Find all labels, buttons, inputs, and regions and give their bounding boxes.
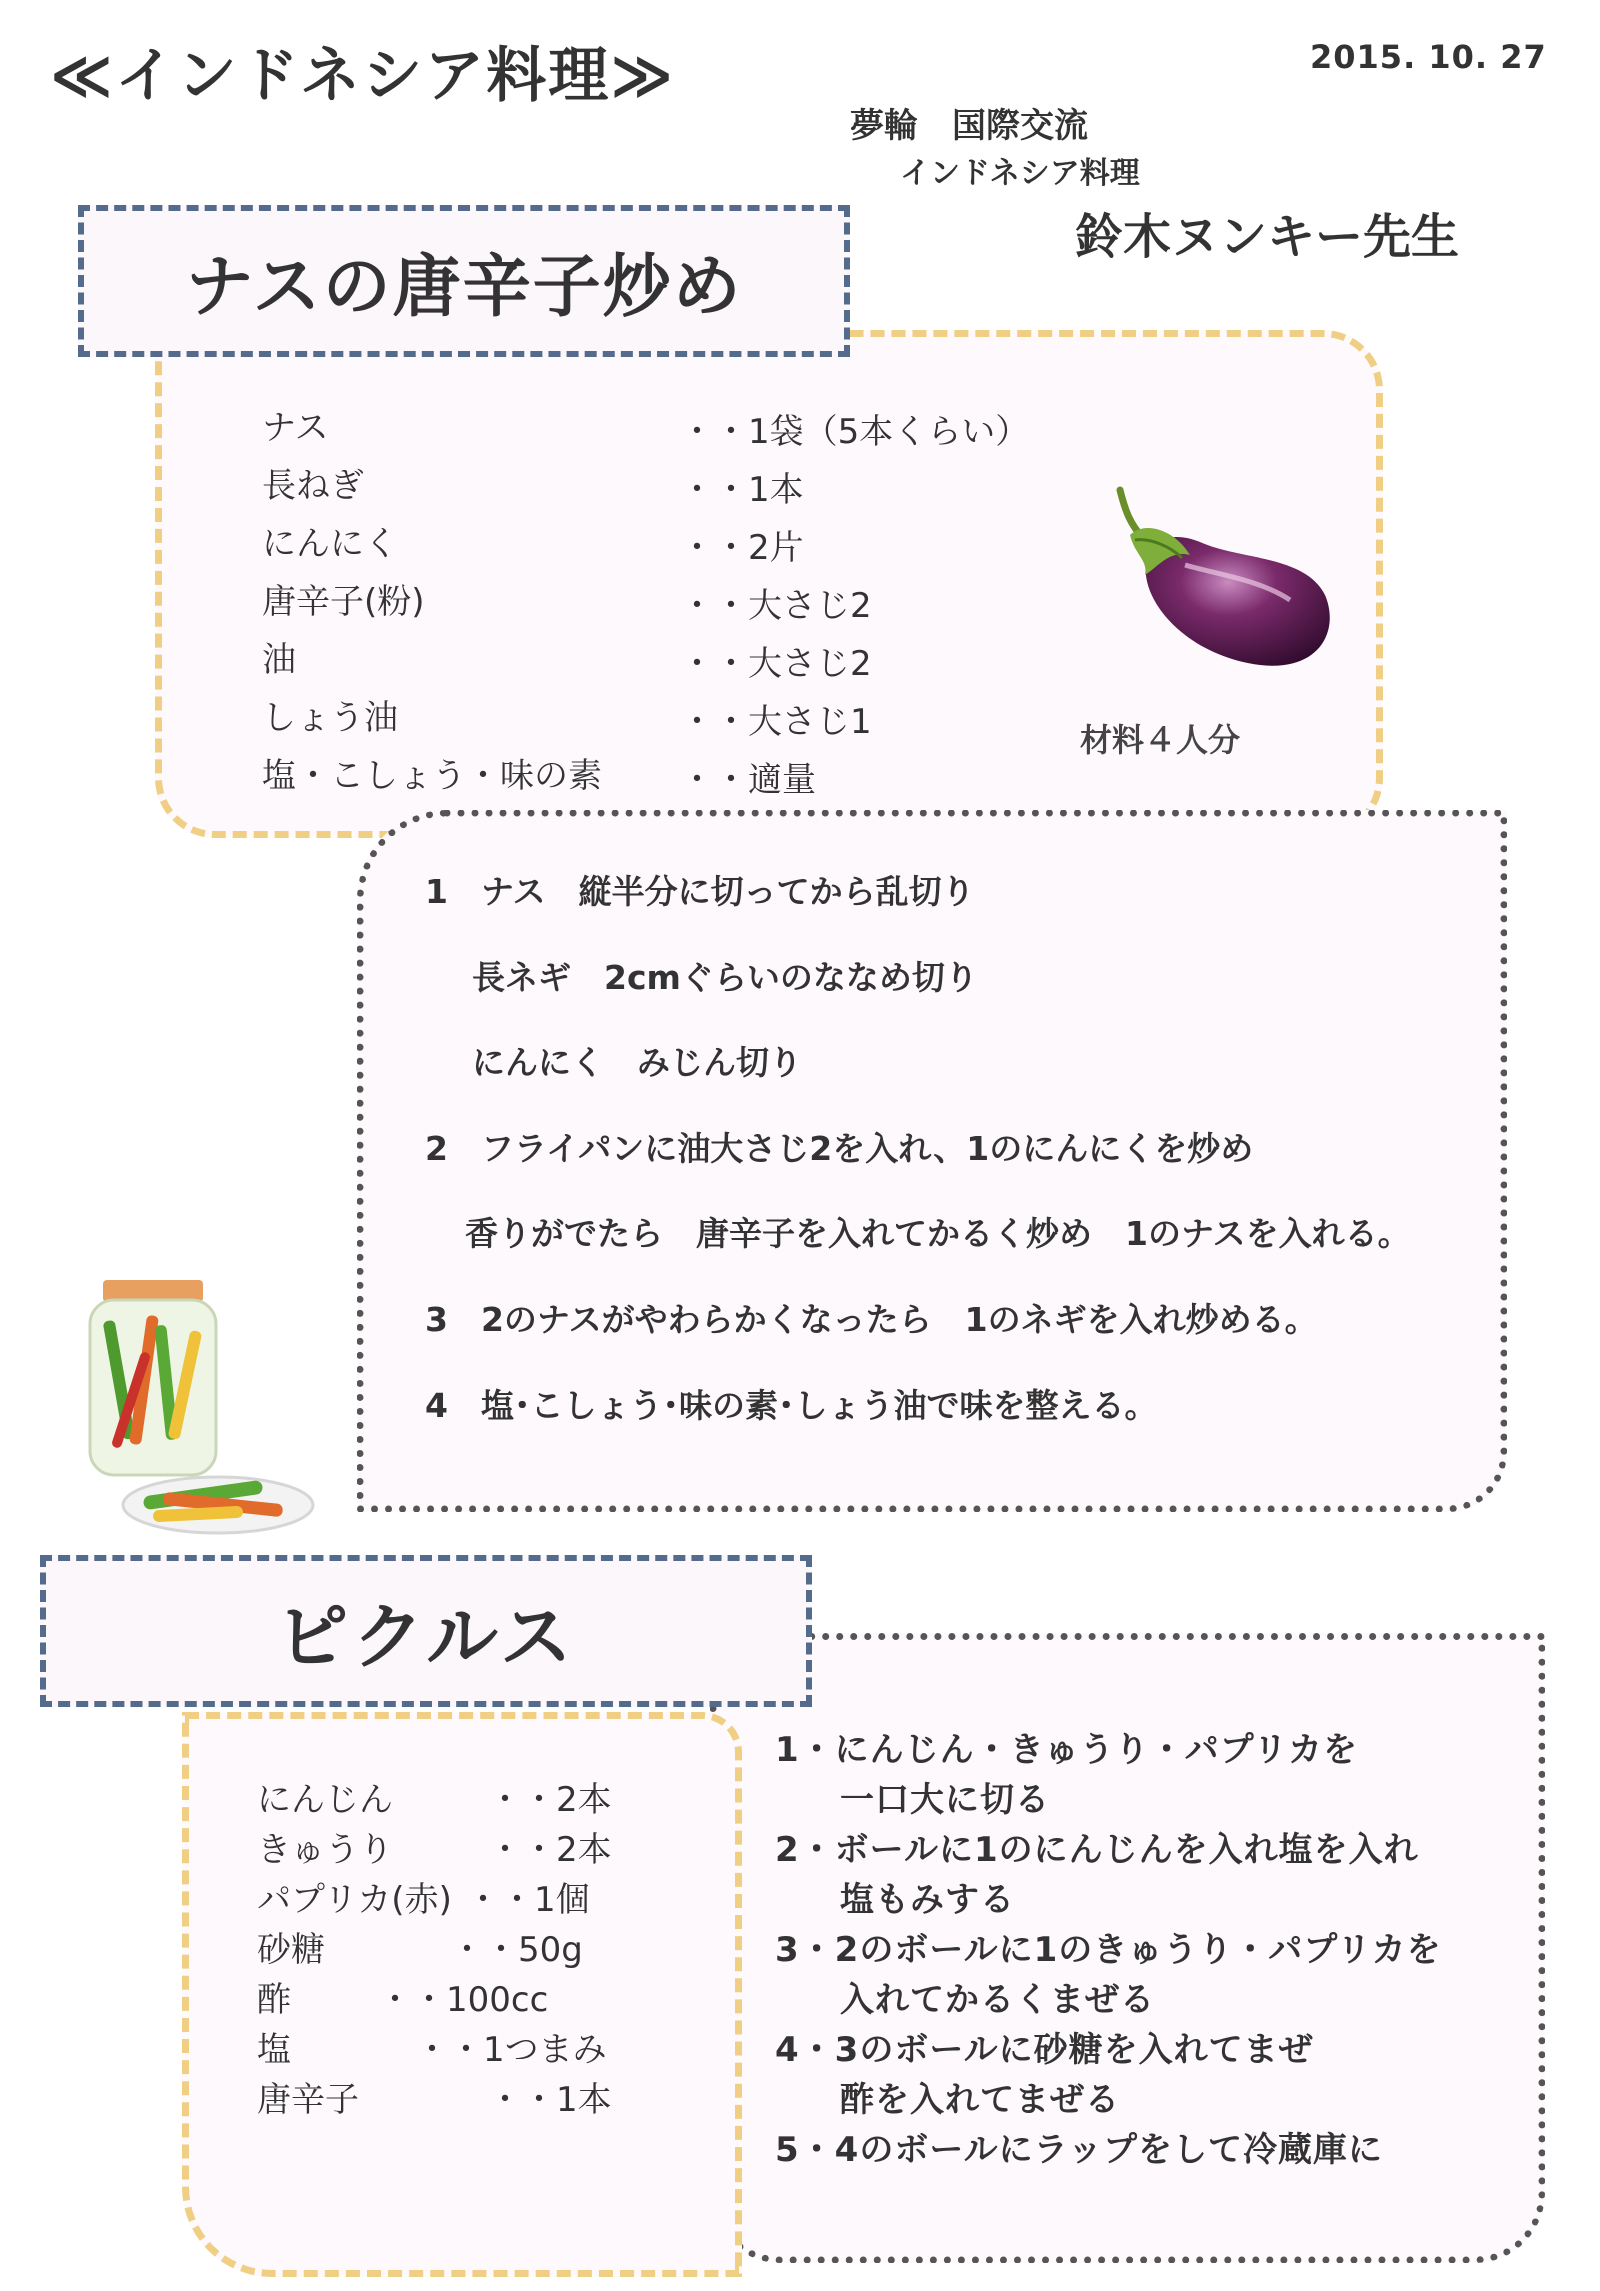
page-title: ≪インドネシア料理≫ bbox=[50, 41, 676, 111]
ingredient-name: 塩 bbox=[257, 2030, 291, 2070]
ingredient-name: パプリカ(赤) bbox=[257, 1880, 452, 1920]
ingredient-amount: ・・2本 bbox=[488, 1830, 612, 1870]
recipe2-title: ピクルス bbox=[40, 1555, 812, 1707]
ingredient-amount: ・・1個 bbox=[466, 1880, 590, 1920]
ingredient-name: 唐辛子 bbox=[257, 2080, 359, 2120]
step-line: 2 フライパンに油大さじ2を入れ、1のにんにくを炒め bbox=[425, 1129, 1254, 1168]
step-line: 4 塩･こしょう･味の素･しょう油で味を整える。 bbox=[425, 1386, 1158, 1425]
ingredient-amount: ・・1つまみ bbox=[415, 2030, 607, 2070]
recipe1-title: ナスの唐辛子炒め bbox=[78, 205, 850, 357]
ingredient-name: 酢 bbox=[257, 1980, 291, 2020]
ingredient-amount: ・・適量 bbox=[680, 760, 816, 800]
step-line: 1 ナス 縦半分に切ってから乱切り bbox=[425, 872, 975, 911]
ingredient-amount: ・・1本 bbox=[488, 2080, 612, 2120]
step-line: 3・2のボールに1のきゅうり・パプリカを bbox=[775, 1930, 1442, 1970]
ingredient-name: 砂糖 bbox=[257, 1930, 325, 1970]
step-line: 4・3のボールに砂糖を入れてまぜ bbox=[775, 2030, 1314, 2070]
step-line: 香りがでたら 唐辛子を入れてかるく炒め 1のナスを入れる。 bbox=[465, 1214, 1411, 1253]
ingredient-amount: ・・50g bbox=[450, 1930, 583, 1970]
servings-label: 材料４人分 bbox=[1080, 721, 1241, 759]
ingredient-name: にんじん bbox=[257, 1780, 393, 1820]
pickle-jar-icon bbox=[68, 1280, 318, 1540]
ingredient-amount: ・・100cc bbox=[378, 1980, 549, 2020]
ingredient-name: ナス bbox=[262, 408, 329, 448]
ingredient-amount: ・・2本 bbox=[488, 1780, 612, 1820]
ingredient-name: 油 bbox=[262, 640, 296, 680]
ingredient-name: にんにく bbox=[262, 524, 398, 564]
step-line: 2・ボールに1のにんじんを入れ塩を入れ bbox=[775, 1830, 1419, 1870]
ingredient-amount: ・・大さじ2 bbox=[680, 644, 872, 684]
step-line: にんにく みじん切り bbox=[472, 1043, 802, 1082]
step-line: 長ネギ 2cmぐらいのななめ切り bbox=[472, 958, 978, 997]
ingredient-amount: ・・1本 bbox=[680, 470, 804, 510]
teacher-name: 鈴木ヌンキー先生 bbox=[1075, 209, 1460, 265]
ingredient-name: 塩・こしょう・味の素 bbox=[262, 756, 602, 796]
date-label: 2015. 10. 27 bbox=[1310, 38, 1547, 76]
cuisine-label: インドネシア料理 bbox=[900, 156, 1140, 191]
eggplant-icon bbox=[1090, 480, 1350, 690]
step-line: 5・4のボールにラップをして冷蔵庫に bbox=[775, 2130, 1383, 2170]
step-line: 1・にんじん・きゅうり・パプリカを bbox=[775, 1730, 1358, 1770]
ingredient-name: きゅうり bbox=[257, 1830, 393, 1870]
step-line: 3 2のナスがやわらかくなったら 1のネギを入れ炒める。 bbox=[425, 1300, 1318, 1339]
step-line: 酢を入れてまぜる bbox=[840, 2080, 1120, 2120]
ingredient-amount: ・・大さじ1 bbox=[680, 702, 872, 742]
ingredient-name: 唐辛子(粉) bbox=[262, 582, 425, 622]
ingredient-amount: ・・1袋（5本くらい） bbox=[680, 412, 1030, 452]
step-line: 塩もみする bbox=[840, 1880, 1015, 1920]
organization-label: 夢輪 国際交流 bbox=[850, 106, 1088, 146]
ingredient-name: 長ねぎ bbox=[262, 466, 364, 506]
step-line: 一口大に切る bbox=[840, 1780, 1050, 1820]
step-line: 入れてかるくまぜる bbox=[840, 1980, 1155, 2020]
ingredient-amount: ・・2片 bbox=[680, 528, 804, 568]
ingredient-amount: ・・大さじ2 bbox=[680, 586, 872, 626]
ingredient-name: しょう油 bbox=[262, 698, 398, 738]
